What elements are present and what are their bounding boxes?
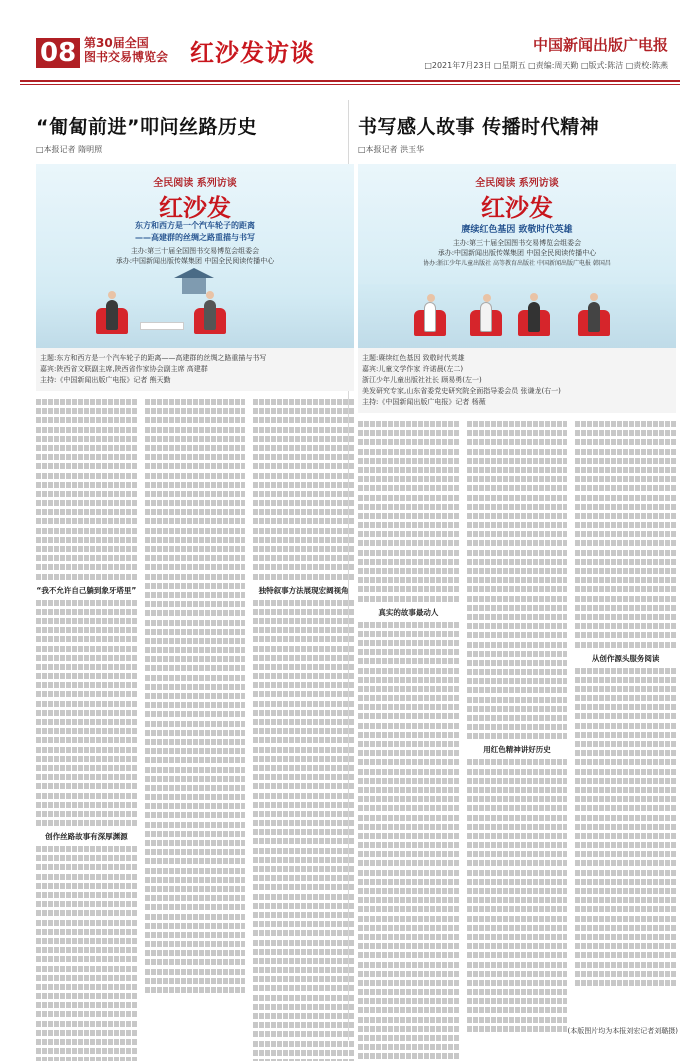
section-title: 红沙发访谈 <box>190 39 315 67</box>
right-caption-theme: 主题:赓续红色基因 致敬时代英雄 <box>362 354 465 362</box>
right-photo-organizer: 主办:第三十届全国图书交易博览会组委会 <box>452 239 582 247</box>
left-photo-host: 承办:中国新闻出版传媒集团 中国全民阅读传播中心 <box>115 257 275 265</box>
right-body-col-3 <box>575 421 676 1061</box>
right-caption-guest1: 嘉宾:儿童文学作家 许诺晨(左二) <box>362 365 464 373</box>
table-icon <box>140 322 184 330</box>
expo-name <box>84 36 168 64</box>
expo-name-line2: 图书交易博览会 <box>84 50 169 64</box>
right-article <box>358 96 676 1061</box>
left-body <box>36 399 354 1061</box>
left-byline: □本报记者 隋明照 <box>36 145 103 154</box>
page-number: 08 <box>36 38 80 68</box>
right-caption-host: 主持:《中国新闻出版广电报》记者 杨薇 <box>362 398 486 406</box>
left-headline: “匍匐前进”叩问丝路历史 <box>36 116 257 138</box>
expo-name-line1: 第30届全国 <box>84 36 149 50</box>
left-photo-organizer: 主办:第三十届全国图书交易博览会组委会 <box>130 247 260 255</box>
page-header <box>10 28 690 78</box>
newspaper-name: 中国新闻出版广电报 <box>532 36 668 54</box>
right-photo-logo: 红沙发 <box>481 193 553 222</box>
right-caption-guest2: 浙江少年儿童出版社社长 顾易勇(左一) <box>362 376 482 384</box>
right-byline: □本报记者 洪玉华 <box>358 145 425 154</box>
left-subhead-3: 独特叙事方法展现宏阔视角 <box>258 585 349 595</box>
left-photo-theme: 东方和西方是一个汽车轮子的距离 <box>135 221 255 230</box>
left-photo-series: 全民阅读 系列访谈 <box>153 178 237 189</box>
right-subhead-2: 用红色精神讲好历史 <box>483 745 551 755</box>
host-figure <box>588 302 600 332</box>
right-photo <box>358 164 676 348</box>
left-photo-logo: 红沙发 <box>159 193 231 222</box>
left-caption-theme: 主题:东方和西方是一个汽车轮子的距离——高建群的丝绸之路重描与书写 <box>40 354 267 362</box>
issue-meta: □2021年7月23日 □星期五 □责编:周天勤 □版式:陈洁 □责校:陈燕 <box>424 61 668 70</box>
left-article <box>36 96 354 1061</box>
right-headline: 书写感人故事 传播时代精神 <box>358 116 600 138</box>
guest-figure <box>424 302 436 332</box>
photo-credit: (本版图片均为本报刘宏记者刘璐摄) <box>567 1027 678 1035</box>
left-photo-theme2: ——高建群的丝绸之路重描与书写 <box>135 233 255 242</box>
guest-figure <box>528 302 540 332</box>
guest-figure <box>480 302 492 332</box>
left-body-col-3 <box>253 399 354 1061</box>
left-caption-host: 主持:《中国新闻出版广电报》记者 熊天勤 <box>40 376 171 384</box>
right-photo-host: 承办:中国新闻出版传媒集团 中国全民阅读传播中心 <box>437 249 597 257</box>
left-stage <box>36 294 354 348</box>
right-stage <box>358 284 676 348</box>
right-photo-theme: 赓续红色基因 致敬时代英雄 <box>461 225 573 235</box>
right-subhead-3: 从创作源头服务阅读 <box>591 653 660 663</box>
left-body-col-2 <box>145 399 246 1061</box>
left-subhead-2: 创作丝路故事有深厚渊源 <box>45 832 128 842</box>
right-photo-series: 全民阅读 系列访谈 <box>475 178 559 189</box>
right-body <box>358 421 676 1061</box>
header-rule-thin <box>20 84 680 85</box>
right-caption-guest3: 美发研究专家,山东省委党史研究院全面指导委会员 张谦龙(右一) <box>362 387 561 395</box>
left-caption-guest: 嘉宾:陕西省文联副主席,陕西省作家协会副主席 高建群 <box>40 365 208 373</box>
temple-icon <box>174 268 214 294</box>
header-rule <box>20 80 680 82</box>
right-photo-coorganizer: 协办:浙江少年儿童出版社 高等教育出版社 中国新闻出版广电报 韩国昌 <box>423 260 611 267</box>
guest-figure <box>204 300 216 330</box>
right-body-col-1 <box>358 421 459 1061</box>
left-caption <box>36 348 354 391</box>
left-body-col-1 <box>36 399 137 1061</box>
right-subhead-1: 真实的故事最动人 <box>378 607 439 617</box>
right-body-col-2 <box>467 421 568 1061</box>
host-figure <box>106 300 118 330</box>
right-caption <box>358 348 676 413</box>
left-photo <box>36 164 354 348</box>
left-subhead-1: “我不允许自己躺到象牙塔里” <box>36 585 137 595</box>
